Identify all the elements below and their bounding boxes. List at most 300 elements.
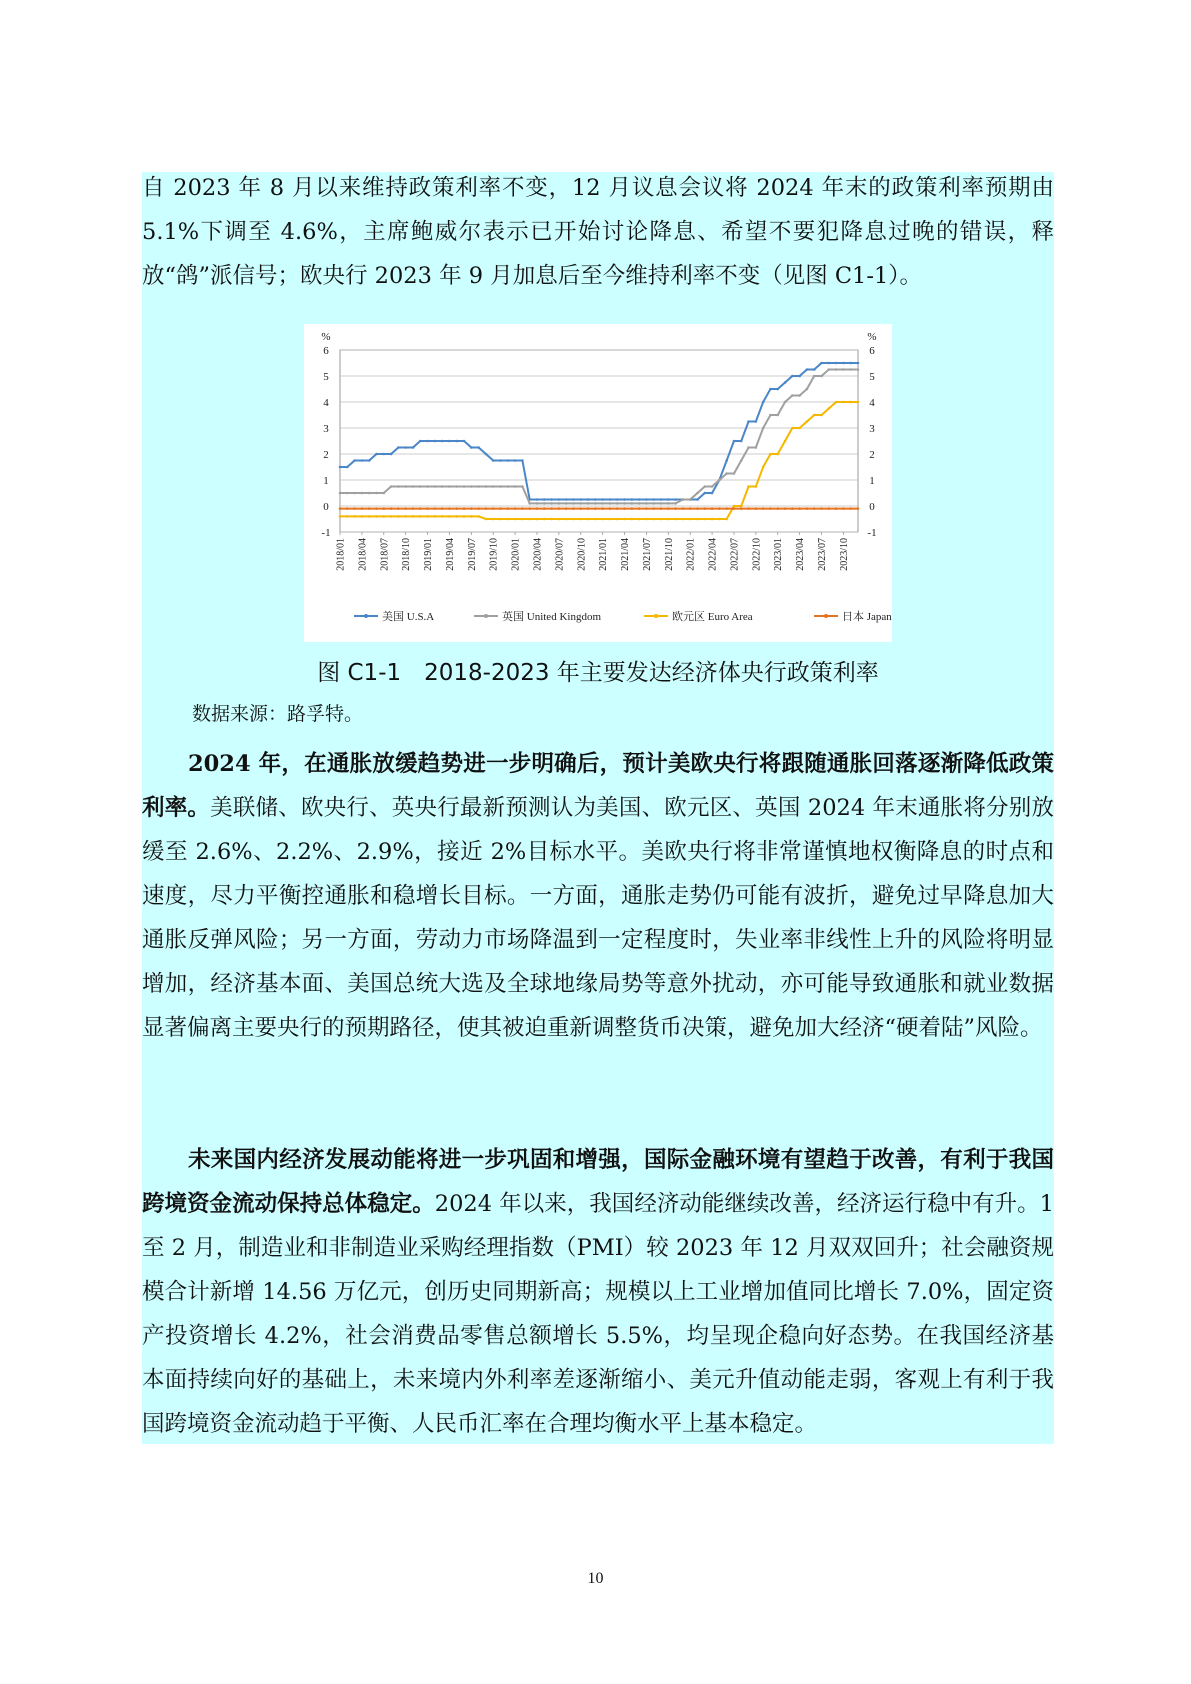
series-point-3 [733, 507, 736, 510]
series-point-3 [470, 507, 473, 510]
series-point-3 [361, 507, 364, 510]
series-point-3 [375, 507, 378, 510]
series-point-1 [667, 502, 670, 505]
series-point-2 [565, 518, 568, 521]
series-point-2 [587, 518, 590, 521]
series-point-0 [849, 362, 852, 365]
series-point-1 [798, 394, 801, 397]
series-point-3 [434, 507, 437, 510]
series-point-0 [806, 368, 809, 371]
series-point-3 [747, 507, 750, 510]
series-point-2 [382, 515, 385, 518]
series-point-3 [455, 507, 458, 510]
series-point-3 [426, 507, 429, 510]
series-point-1 [565, 502, 568, 505]
legend-marker-2 [654, 614, 658, 618]
series-point-0 [397, 446, 400, 449]
series-point-1 [609, 502, 612, 505]
series-point-0 [842, 362, 845, 365]
series-point-1 [368, 492, 371, 495]
series-point-2 [616, 518, 619, 521]
series-point-1 [857, 368, 860, 371]
series-point-3 [623, 507, 626, 510]
series-point-3 [543, 507, 546, 510]
series-point-2 [572, 518, 575, 521]
y-tick-label-left: 0 [323, 501, 329, 513]
series-point-2 [485, 518, 488, 521]
series-point-2 [645, 518, 648, 521]
series-point-2 [609, 518, 612, 521]
series-point-1 [594, 502, 597, 505]
series-point-2 [434, 515, 437, 518]
series-point-3 [368, 507, 371, 510]
series-point-0 [747, 420, 750, 423]
series-point-0 [434, 440, 437, 443]
series-point-1 [689, 498, 692, 501]
series-point-0 [426, 440, 429, 443]
series-point-0 [725, 459, 728, 462]
series-point-3 [558, 507, 561, 510]
series-point-2 [703, 518, 706, 521]
series-point-2 [631, 518, 634, 521]
series-point-2 [368, 515, 371, 518]
series-point-1 [426, 485, 429, 488]
series-point-2 [762, 466, 765, 469]
paragraph-2 [142, 742, 1054, 1050]
legend-label-0: 美国 U.S.A [382, 611, 435, 623]
y-tick-label-right: 0 [869, 501, 875, 513]
x-tick-label: 2021/01 [598, 538, 610, 571]
series-point-1 [703, 485, 706, 488]
y-tick-label-left: 6 [323, 345, 329, 357]
series-point-1 [806, 388, 809, 391]
series-point-3 [842, 507, 845, 510]
series-point-0 [441, 440, 444, 443]
y-tick-label-right: 2 [869, 449, 875, 461]
series-point-1 [631, 502, 634, 505]
series-point-3 [835, 507, 838, 510]
series-point-2 [820, 414, 823, 417]
series-point-0 [463, 440, 466, 443]
series-point-2 [806, 420, 809, 423]
series-point-1 [521, 485, 524, 488]
series-point-2 [514, 518, 517, 521]
series-point-2 [441, 515, 444, 518]
series-point-1 [375, 492, 378, 495]
series-point-3 [353, 507, 356, 510]
y-tick-label-right: 4 [869, 397, 875, 409]
x-tick-label: 2020/07 [554, 538, 566, 571]
series-point-2 [426, 515, 429, 518]
series-point-1 [492, 485, 495, 488]
series-point-0 [674, 498, 677, 501]
legend-label-1: 英国 United Kingdom [502, 611, 601, 623]
series-point-1 [339, 492, 342, 495]
series-point-0 [762, 401, 765, 404]
series-point-3 [441, 507, 444, 510]
series-point-0 [791, 375, 794, 378]
series-point-2 [375, 515, 378, 518]
y-tick-label-right: 3 [869, 423, 875, 435]
series-point-1 [543, 502, 546, 505]
series-point-2 [791, 427, 794, 430]
series-point-3 [638, 507, 641, 510]
series-point-1 [550, 502, 553, 505]
series-point-0 [623, 498, 626, 501]
series-point-0 [412, 446, 415, 449]
series-point-0 [667, 498, 670, 501]
series-point-3 [390, 507, 393, 510]
series-point-2 [543, 518, 546, 521]
series-point-3 [404, 507, 407, 510]
series-point-3 [703, 507, 706, 510]
series-point-2 [849, 401, 852, 404]
series-point-2 [521, 518, 524, 521]
series-point-2 [601, 518, 604, 521]
series-point-1 [849, 368, 852, 371]
paragraph-2-body: 美联储、欧央行、英央行最新预测认为美国、欧元区、英国 2024 年末通胀将分别放缓至 2.6%、2.2%、2.9%，接近 2%目标水平。美欧央行将非常谨慎地权衡降息的时点和速度，尽力平衡控通胀和稳增长目标。一方面，通胀走势仍可能有波折，避免过早降息加大通胀反弹风险；另一方面，劳动力市场降温到一定程度时，失业率非线性上升的风险将明显增加，经济基本面、美国总统大选及全球地缘局势等意外扰动，亦可能导致通胀和就业数据显著偏离主要央行的预期路径，使其被迫重新调整货币决策，避免加大经济“硬着陆”风险。 [142, 795, 1054, 1041]
series-point-3 [536, 507, 539, 510]
series-point-3 [849, 507, 852, 510]
series-point-2 [448, 515, 451, 518]
series-point-1 [828, 368, 831, 371]
series-point-1 [740, 459, 743, 462]
x-tick-label: 2022/07 [729, 538, 741, 571]
series-point-3 [521, 507, 524, 510]
plot-frame [340, 350, 858, 532]
series-point-3 [660, 507, 663, 510]
series-point-3 [382, 507, 385, 510]
series-point-2 [507, 518, 510, 521]
series-point-3 [587, 507, 590, 510]
series-point-2 [747, 485, 750, 488]
series-point-3 [507, 507, 510, 510]
series-point-1 [616, 502, 619, 505]
series-point-1 [835, 368, 838, 371]
series-point-2 [711, 518, 714, 521]
series-point-1 [660, 502, 663, 505]
series-point-2 [463, 515, 466, 518]
series-point-3 [645, 507, 648, 510]
policy-rate-chart [304, 324, 892, 642]
series-point-0 [404, 446, 407, 449]
series-point-3 [813, 507, 816, 510]
series-point-1 [733, 472, 736, 475]
series-point-0 [645, 498, 648, 501]
series-point-0 [733, 440, 736, 443]
series-point-2 [470, 515, 473, 518]
series-line-0 [340, 363, 858, 500]
series-point-1 [784, 401, 787, 404]
series-point-2 [696, 518, 699, 521]
y-tick-label-left: -1 [321, 527, 331, 539]
series-point-0 [419, 440, 422, 443]
x-tick-label: 2020/04 [532, 538, 544, 571]
series-point-2 [725, 518, 728, 521]
series-point-2 [682, 518, 685, 521]
series-point-0 [543, 498, 546, 501]
series-point-1 [762, 427, 765, 430]
x-tick-label: 2022/04 [707, 538, 719, 571]
series-point-3 [740, 507, 743, 510]
series-point-2 [718, 518, 721, 521]
series-point-0 [550, 498, 553, 501]
legend-marker-1 [484, 614, 488, 618]
series-point-3 [806, 507, 809, 510]
x-tick-label: 2020/01 [510, 538, 522, 571]
series-point-2 [339, 515, 342, 518]
series-point-0 [455, 440, 458, 443]
series-point-3 [711, 507, 714, 510]
series-point-1 [412, 485, 415, 488]
series-point-3 [652, 507, 655, 510]
series-point-3 [820, 507, 823, 510]
series-point-2 [638, 518, 641, 521]
series-point-0 [339, 466, 342, 469]
series-point-1 [638, 502, 641, 505]
series-point-2 [689, 518, 692, 521]
series-point-0 [631, 498, 634, 501]
series-point-1 [747, 446, 750, 449]
series-point-3 [397, 507, 400, 510]
figure-caption: 图 C1-1 2018-2023 年主要发达经济体央行政策利率 [317, 660, 879, 686]
series-point-1 [682, 498, 685, 501]
series-point-2 [828, 407, 831, 410]
series-point-2 [842, 401, 845, 404]
series-point-1 [579, 502, 582, 505]
series-point-3 [776, 507, 779, 510]
series-point-0 [470, 446, 473, 449]
series-point-0 [660, 498, 663, 501]
series-point-2 [558, 518, 561, 521]
series-point-1 [514, 485, 517, 488]
series-point-2 [667, 518, 670, 521]
series-point-1 [601, 502, 604, 505]
x-tick-label: 2019/01 [423, 538, 435, 571]
series-point-3 [718, 507, 721, 510]
series-point-1 [711, 485, 714, 488]
series-point-3 [791, 507, 794, 510]
series-point-1 [441, 485, 444, 488]
series-point-1 [587, 502, 590, 505]
series-point-3 [412, 507, 415, 510]
series-point-1 [623, 502, 626, 505]
paragraph-1: 自 2023 年 8 月以来维持政策利率不变，12 月议息会议将 2024 年末的政策利率预期由 5.1%下调至 4.6%，主席鲍威尔表示已开始讨论降息、希望不要犯降息过晚的错误，释放“鸽”派信号；欧央行 2023 年 9 月加息后至今维持利率不变（见图 C1-1）。 [142, 175, 1054, 289]
series-point-3 [477, 507, 480, 510]
y-unit-right: % [867, 331, 877, 343]
series-point-3 [565, 507, 568, 510]
x-tick-label: 2018/10 [401, 538, 413, 571]
series-point-1 [558, 502, 561, 505]
series-point-3 [485, 507, 488, 510]
series-point-2 [361, 515, 364, 518]
y-tick-label-left: 1 [323, 475, 329, 487]
series-point-3 [857, 507, 860, 510]
legend-marker-3 [824, 614, 828, 618]
series-point-2 [419, 515, 422, 518]
chart-svg [304, 324, 892, 642]
series-point-0 [609, 498, 612, 501]
x-tick-label: 2023/07 [817, 538, 829, 571]
series-point-2 [652, 518, 655, 521]
x-tick-label: 2021/10 [663, 538, 675, 571]
series-point-0 [820, 362, 823, 365]
series-point-0 [652, 498, 655, 501]
series-point-2 [499, 518, 502, 521]
series-line-2 [340, 402, 858, 519]
series-point-0 [857, 362, 860, 365]
series-point-2 [784, 440, 787, 443]
series-point-2 [660, 518, 663, 521]
series-point-2 [674, 518, 677, 521]
series-point-1 [434, 485, 437, 488]
series-point-1 [404, 485, 407, 488]
series-point-0 [375, 453, 378, 456]
x-tick-label: 2019/07 [466, 538, 478, 571]
y-tick-label-left: 5 [323, 371, 329, 383]
series-point-2 [579, 518, 582, 521]
series-point-1 [776, 414, 779, 417]
series-point-3 [616, 507, 619, 510]
series-point-1 [718, 479, 721, 482]
series-point-2 [755, 485, 758, 488]
series-point-1 [390, 485, 393, 488]
y-tick-label-left: 2 [323, 449, 329, 461]
series-point-0 [616, 498, 619, 501]
series-point-0 [382, 453, 385, 456]
series-point-1 [419, 485, 422, 488]
series-point-2 [550, 518, 553, 521]
legend-label-3: 日本 Japan [842, 611, 892, 623]
series-point-0 [346, 466, 349, 469]
series-point-2 [769, 453, 772, 456]
series-point-2 [390, 515, 393, 518]
series-point-0 [485, 453, 488, 456]
series-point-3 [667, 507, 670, 510]
series-point-0 [703, 492, 706, 495]
series-point-0 [361, 459, 364, 462]
series-point-1 [448, 485, 451, 488]
series-point-1 [528, 502, 531, 505]
series-point-0 [813, 368, 816, 371]
series-point-2 [835, 401, 838, 404]
series-point-0 [390, 453, 393, 456]
series-point-1 [470, 485, 473, 488]
x-tick-label: 2023/01 [773, 538, 785, 571]
series-point-0 [740, 440, 743, 443]
series-point-2 [733, 505, 736, 508]
x-tick-label: 2019/04 [444, 538, 456, 571]
series-point-2 [492, 518, 495, 521]
series-point-0 [638, 498, 641, 501]
series-point-0 [477, 446, 480, 449]
series-point-3 [594, 507, 597, 510]
series-point-3 [528, 507, 531, 510]
series-point-0 [711, 492, 714, 495]
series-point-0 [536, 498, 539, 501]
series-point-3 [828, 507, 831, 510]
series-point-3 [762, 507, 765, 510]
x-tick-label: 2018/07 [379, 538, 391, 571]
series-point-3 [682, 507, 685, 510]
series-point-3 [725, 507, 728, 510]
series-point-1 [463, 485, 466, 488]
paragraph-2-lead: 2024 年，在通胀放缓趋势进一步明确后，预计美欧央行将跟随通胀回落逐渐降低政策利率。 [142, 751, 1054, 821]
series-point-0 [572, 498, 575, 501]
series-point-1 [674, 502, 677, 505]
series-point-1 [813, 375, 816, 378]
series-point-3 [514, 507, 517, 510]
series-point-3 [784, 507, 787, 510]
series-point-1 [769, 414, 772, 417]
series-point-1 [485, 485, 488, 488]
series-point-0 [558, 498, 561, 501]
series-point-3 [755, 507, 758, 510]
series-point-1 [346, 492, 349, 495]
legend-marker-0 [364, 614, 368, 618]
series-point-2 [397, 515, 400, 518]
series-point-2 [346, 515, 349, 518]
series-point-0 [368, 459, 371, 462]
x-tick-label: 2022/01 [685, 538, 697, 571]
series-point-3 [492, 507, 495, 510]
x-tick-label: 2018/01 [335, 538, 347, 571]
series-point-2 [798, 427, 801, 430]
series-point-1 [645, 502, 648, 505]
y-unit-left: % [321, 331, 331, 343]
series-point-2 [353, 515, 356, 518]
series-point-3 [572, 507, 575, 510]
series-point-3 [674, 507, 677, 510]
y-tick-label-left: 4 [323, 397, 329, 409]
series-point-1 [499, 485, 502, 488]
series-point-2 [412, 515, 415, 518]
paragraph-3-lead: 未来国内经济发展动能将进一步巩固和增强，国际金融环境有望趋于改善，有利于我国跨境资金流动保持总体稳定。 [142, 1147, 1054, 1217]
series-point-3 [550, 507, 553, 510]
series-point-3 [579, 507, 582, 510]
y-tick-label-right: 1 [869, 475, 875, 487]
series-point-0 [565, 498, 568, 501]
series-point-3 [601, 507, 604, 510]
series-point-0 [448, 440, 451, 443]
y-tick-label-left: 3 [323, 423, 329, 435]
series-point-1 [725, 472, 728, 475]
series-point-3 [499, 507, 502, 510]
series-point-1 [791, 394, 794, 397]
series-point-3 [609, 507, 612, 510]
series-point-3 [689, 507, 692, 510]
paragraph-3-body: 2024 年以来，我国经济动能继续改善，经济运行稳中有升。1 至 2 月，制造业和非制造业采购经理指数（PMI）较 2023 年 12 月双双回升；社会融资规模合计新增 14.56 万亿元，创历史同期新高；规模以上工业增加值同比增长 7.0%，固定资产投资增长 4.2%，社会消费品零售总额增长 5.5%，均呈现企稳向好态势。在我国经济基本面持续向好的基础上，未来境内外利率差逐渐缩小、美元升值动能走弱，客观上有利于我国跨境资金流动趋于平衡、人民币汇率在合理均衡水平上基本稳定。 [142, 1191, 1054, 1437]
series-point-1 [820, 375, 823, 378]
series-point-0 [507, 459, 510, 462]
x-tick-label: 2023/10 [838, 538, 850, 571]
series-point-0 [769, 388, 772, 391]
series-point-0 [514, 459, 517, 462]
series-point-0 [492, 459, 495, 462]
series-point-3 [448, 507, 451, 510]
x-tick-label: 2022/10 [751, 538, 763, 571]
y-tick-label-right: 6 [869, 345, 875, 357]
series-point-3 [631, 507, 634, 510]
series-point-3 [769, 507, 772, 510]
x-tick-label: 2021/07 [641, 538, 653, 571]
paragraph-3 [142, 1138, 1054, 1446]
series-point-0 [776, 388, 779, 391]
series-point-0 [579, 498, 582, 501]
page-number: 10 [587, 1570, 604, 1587]
series-point-2 [536, 518, 539, 521]
x-tick-label: 2023/04 [795, 538, 807, 571]
